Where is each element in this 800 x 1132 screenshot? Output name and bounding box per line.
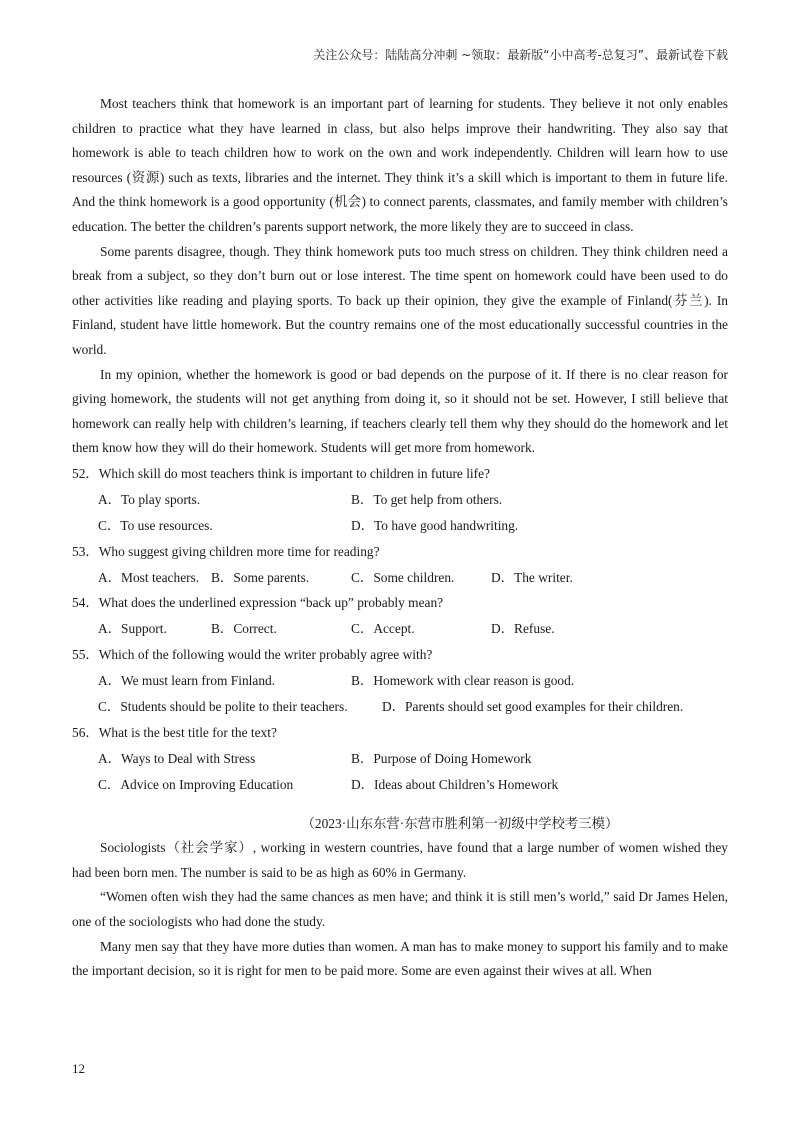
question-56-option-d: D．Ideas about Children’s Homework: [351, 776, 559, 792]
question-53-option-d: D．The writer.: [491, 569, 573, 585]
page-number: 12: [72, 1061, 85, 1076]
question-55-option-d: D．Parents should set good examples for their children.: [382, 699, 684, 715]
question-52-option-d: D．To have good handwriting.: [351, 517, 519, 533]
question-55-options-row-1: [72, 668, 728, 694]
question-52-options-row-2: [72, 513, 728, 539]
question-53-option-a: A．Most teachers.: [98, 569, 200, 585]
passage2-paragraph-1: Sociologists（社会学家）, working in western countries, have found that a large number of women wished they had been born men. The number is said to be as high as 60% in Germany.: [72, 840, 728, 880]
question-56-stem: 56．What is the best title for the text?: [72, 724, 277, 740]
page-header: 关注公众号：陆陆高分冲刺 ~领取：最新版“小中高考-总复习”、最新试卷下载: [313, 48, 728, 62]
page-content: [72, 92, 728, 984]
question-52-options-row-1: [72, 487, 728, 513]
passage2-source: （2023·山东东营·东营市胜利第一初级中学校考三模）: [301, 815, 619, 831]
question-52-stem: 52．Which skill do most teachers think is important to children in future life?: [72, 465, 490, 481]
passage1-paragraph-3: In my opinion, whether the homework is good or bad depends on the purpose of it. If there is no clear reason for giving homework, the students will not get anything from doing it, so it should not be set. However, I still believe that homework can really help with children’s learning, if teachers clearly tell them why they should do the homework and let them know how they will do their homework. Students will get more from homework.: [72, 366, 728, 456]
question-55-options-row-2: [72, 694, 728, 720]
question-54-option-a: A．Support.: [98, 621, 167, 637]
question-56-options-row-2: [72, 772, 728, 798]
question-55-option-c: C．Students should be polite to their teachers.: [98, 699, 348, 715]
question-54-option-b: B．Correct.: [211, 621, 277, 637]
question-56-options-row-1: [72, 746, 728, 772]
question-56-option-c: C．Advice on Improving Education: [98, 776, 294, 792]
question-54-stem: 54．What does the underlined expression “back up” probably mean?: [72, 595, 444, 611]
question-53-option-b: B．Some parents.: [211, 569, 310, 585]
question-55-option-b: B．Homework with clear reason is good.: [351, 673, 575, 689]
question-55-option-a: A．We must learn from Finland.: [98, 673, 276, 689]
question-54-options: [72, 616, 728, 642]
question-53-option-c: C．Some children.: [351, 569, 455, 585]
passage2-paragraph-2: “Women often wish they had the same chances as men have; and think it is still men’s world,” said Dr James Helen, one of the sociologists who had done the study.: [72, 889, 728, 930]
question-52-option-b: B．To get help from others.: [351, 491, 503, 507]
question-52-option-c: C．To use resources.: [98, 517, 213, 533]
question-53-stem: 53．Who suggest giving children more time for reading?: [72, 543, 380, 559]
passage2-paragraph-3: Many men say that they have more duties than women. A man has to make money to support his family and to make the important decision, so it is right for men to be paid more. Some are even against their wives at all. When: [72, 938, 728, 979]
passage1-paragraph-2: Some parents disagree, though. They think homework puts too much stress on children. They think children need a break from a subject, so they don’t burn out or lose interest. The time spent on homework could have been used to do other activities like reading and playing sports. To back up their opinion, they give the example of Finland(芬兰). In Finland, student have little homework. But the country remains one of the most educationally successful countries in the world.: [72, 243, 728, 357]
question-55-stem: 55．Which of the following would the writer probably agree with?: [72, 647, 433, 663]
question-56-option-a: A．Ways to Deal with Stress: [98, 750, 256, 766]
passage1-paragraph-1: Most teachers think that homework is an important part of learning for students. They believe it not only enables children to practice what they have learned in class, but also helps improve their handwriting. They also say that homework is able to teach children how to work on the own and work independently. Children will learn how to use resources (资源) such as texts, libraries and the internet. They think it’s a skill which is important to them in future life. And the think homework is a good opportunity (机会) to connect parents, classmates, and family member with children’s education. The better the children’s parents support network, the more likely they are to succeed in class.: [72, 96, 728, 234]
question-56-option-b: B．Purpose of Doing Homework: [351, 750, 532, 766]
question-53-options: [72, 565, 728, 591]
question-54-option-c: C．Accept.: [351, 621, 415, 637]
question-54-option-d: D．Refuse.: [491, 621, 555, 637]
question-52-option-a: A．To play sports.: [98, 491, 201, 507]
